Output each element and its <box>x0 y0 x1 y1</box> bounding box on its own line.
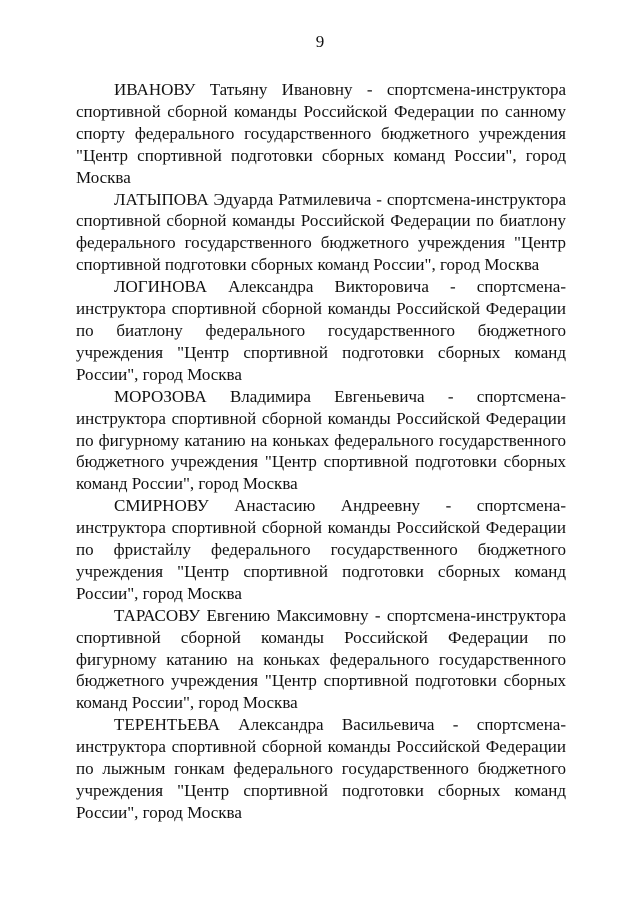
list-item: ТАРАСОВУ Евгению Максимовну - спортсмена-инструктора спортивной сборной команды Российской Федерации по фигурному катанию на коньках федерального государственного бюджетного учреждения "Центр спортивной подготовки сборных команд России", город Москва <box>76 605 566 713</box>
list-item: ИВАНОВУ Татьяну Ивановну - спортсмена-инструктора спортивной сборной команды Российской Федерации по санному спорту федерального государственного бюджетного учреждения "Центр спортивной подготовки сборных команд России", город Москва <box>76 80 566 187</box>
list-item: ЛАТЫПОВА Эдуарда Ратмилевича - спортсмена-инструктора спортивной сборной команды Российской Федерации по биатлону федерального государственного бюджетного учреждения "Центр спортивной подготовки сборных команд России", город Москва <box>76 189 566 275</box>
list-item: ЛОГИНОВА Александра Викторовича - спортсмена-инструктора спортивной сборной команды Российской Федерации по биатлону федерального государственного бюджетного учреждения "Центр спортивной подготовки сборных команд России", город Москва <box>76 277 566 384</box>
document-body <box>76 79 566 824</box>
page-number: 9 <box>315 32 325 51</box>
list-item: ТЕРЕНТЬЕВА Александра Васильевича - спортсмена-инструктора спортивной сборной команды Российской Федерации по лыжным гонкам федерального государственного бюджетного учреждения "Центр спортивной подготовки сборных команд России", город Москва <box>76 715 566 822</box>
list-item: МОРОЗОВА Владимира Евгеньевича - спортсмена-инструктора спортивной сборной команды Российской Федерации по фигурному катанию на коньках федерального государственного бюджетного учреждения "Центр спортивной подготовки сборных команд России", город Москва <box>76 386 566 494</box>
list-item: СМИРНОВУ Анастасию Андреевну - спортсмена-инструктора спортивной сборной команды Российской Федерации по фристайлу федерального государственного бюджетного учреждения "Центр спортивной подготовки сборных команд России", город Москва <box>76 496 566 603</box>
